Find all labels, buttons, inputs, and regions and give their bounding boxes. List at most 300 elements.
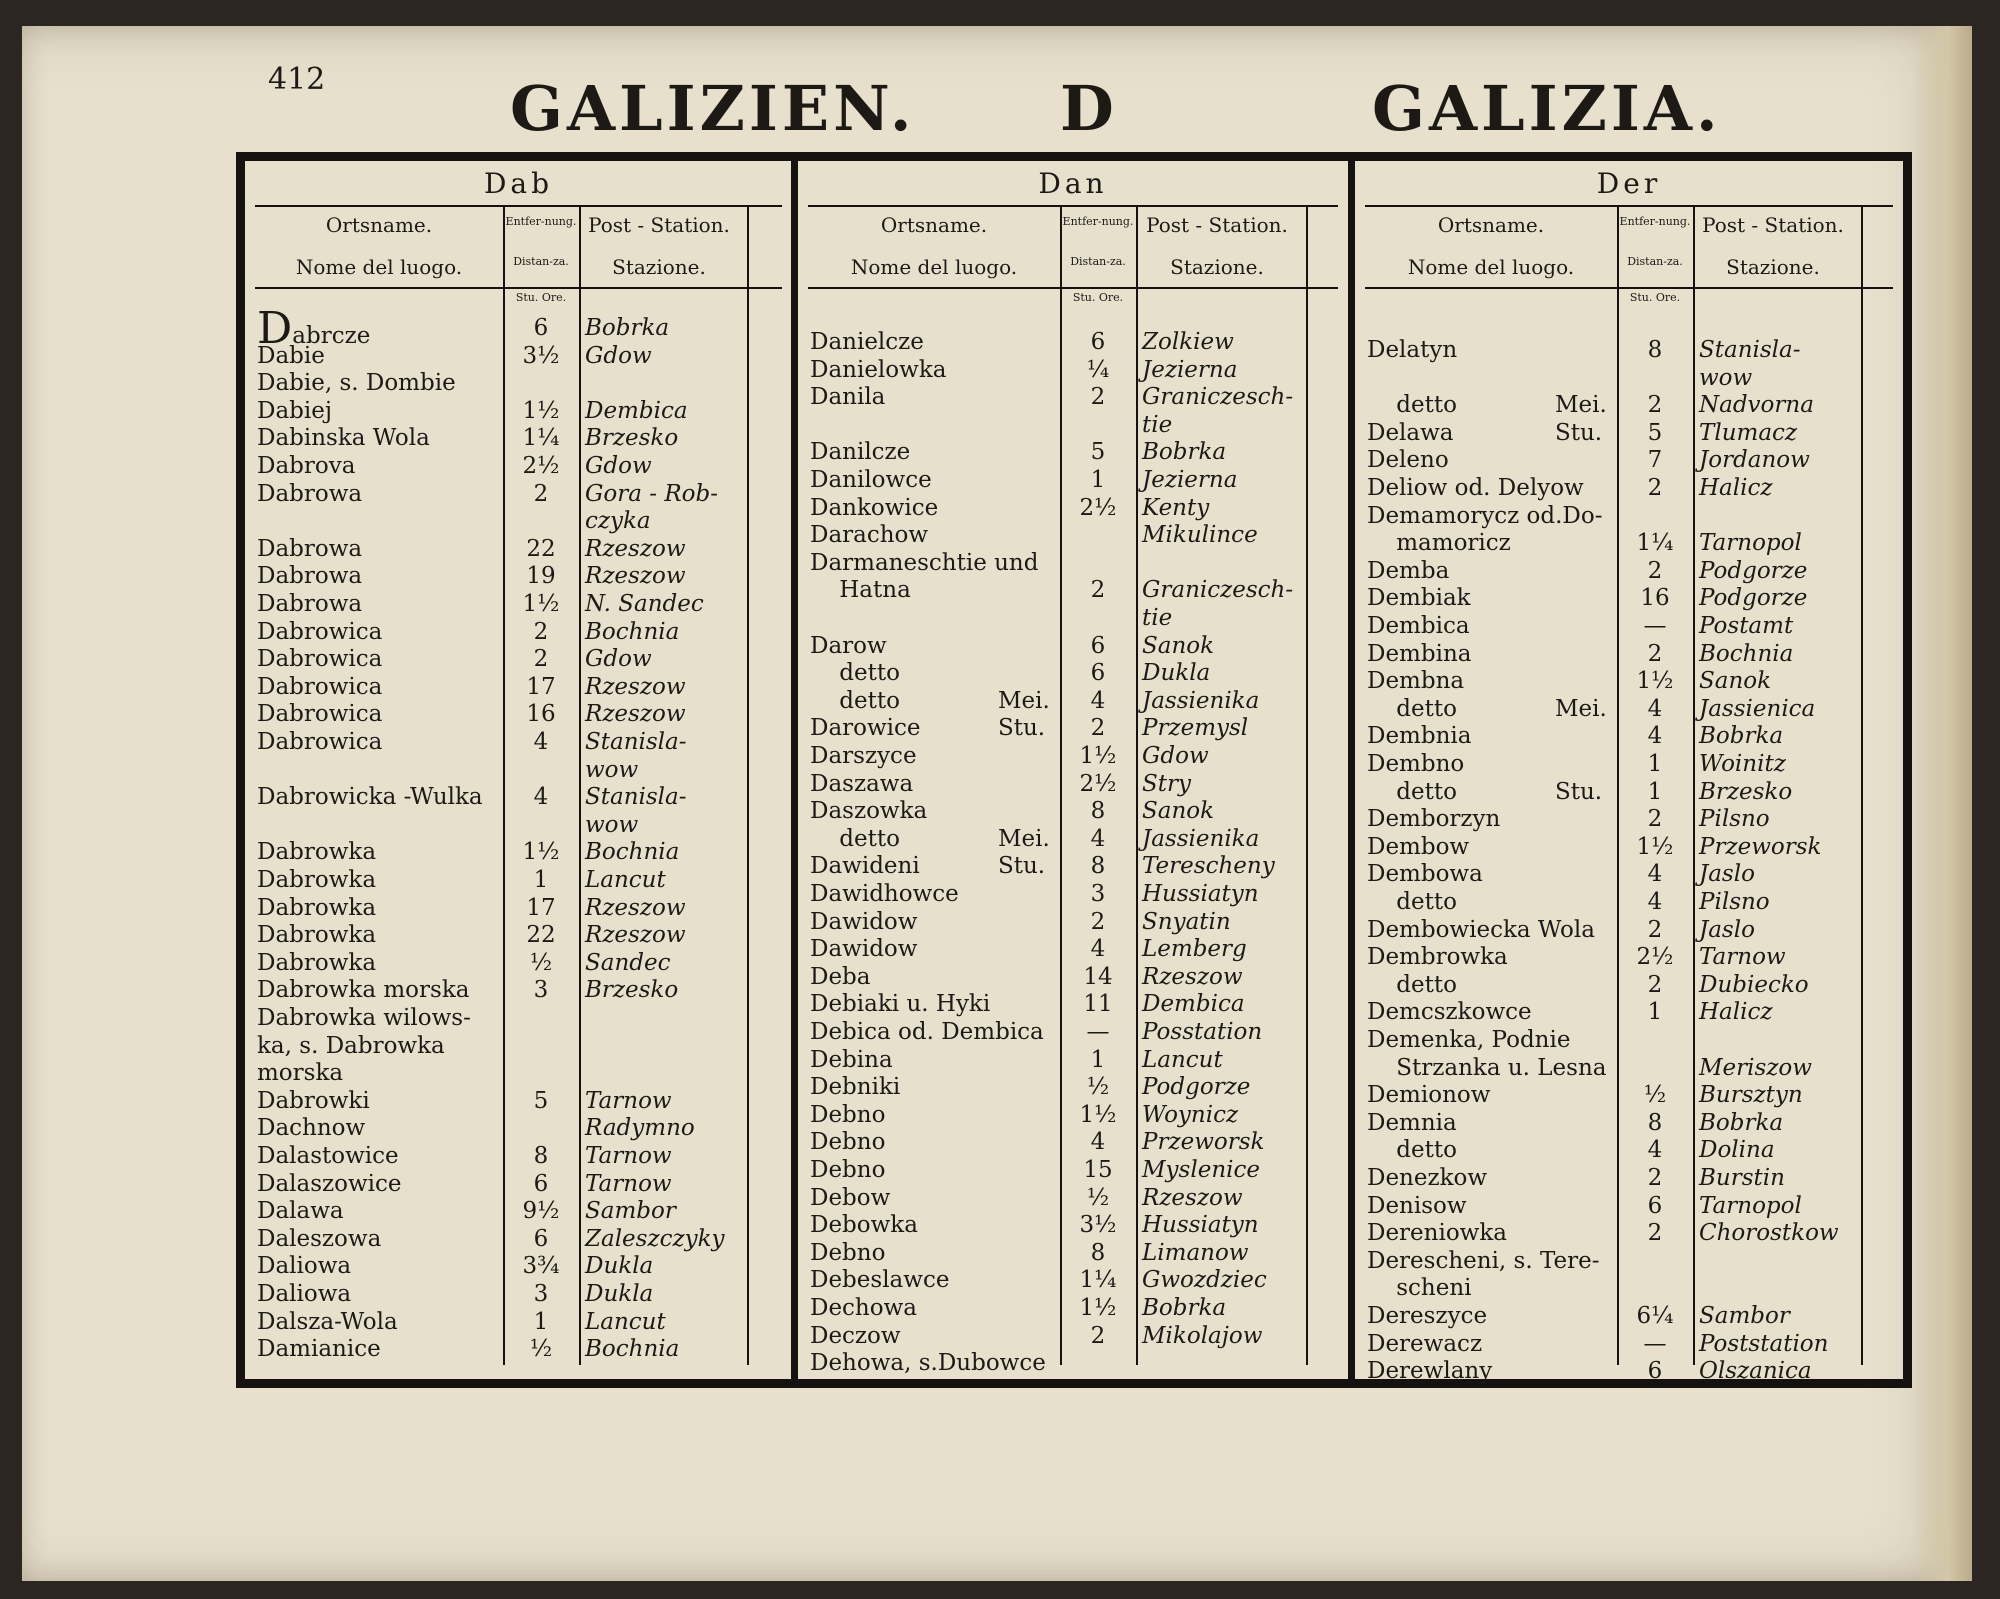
distance: 6 <box>1090 660 1106 687</box>
table-row <box>1355 585 1903 612</box>
post-station: Radymno <box>585 1115 695 1142</box>
table-row <box>245 536 792 563</box>
distance: 3 <box>533 1281 549 1307</box>
post-station: Przeworsk <box>1142 1129 1265 1156</box>
table-row <box>798 715 1348 742</box>
table-row <box>798 826 1348 853</box>
place-name: detto <box>1367 971 1457 998</box>
distance: 2 <box>1647 392 1663 419</box>
place-name: detto <box>1367 778 1457 805</box>
post-station: Rzeszow <box>1142 1184 1243 1211</box>
post-station: Gora - Rob- <box>585 480 718 507</box>
place-name: Darowice <box>810 715 921 742</box>
table-row <box>1355 1110 1903 1137</box>
table-row <box>245 303 792 354</box>
header-distanza: Distan-za. <box>1627 255 1683 268</box>
distance: — <box>1643 1330 1667 1357</box>
place-name: Deliow od. Delyow <box>1367 475 1584 501</box>
post-station: Jezierna <box>1142 467 1238 493</box>
place-name: Dalastowice <box>257 1143 399 1169</box>
place-name: Dabrowa <box>257 563 363 590</box>
post-station: Rzeszow <box>585 922 686 949</box>
table-row <box>245 729 792 756</box>
table-row <box>245 895 792 922</box>
distance: 4 <box>1647 723 1663 750</box>
table-row <box>798 1350 1348 1377</box>
table-row <box>245 977 792 1004</box>
table-row <box>1355 503 1903 530</box>
table-row <box>798 384 1348 411</box>
section-heading: Der <box>1596 167 1662 200</box>
place-name: Dereszyce <box>1367 1303 1488 1329</box>
table-row <box>798 412 1348 439</box>
place-name: Dabrowka <box>257 922 377 949</box>
distance: 15 <box>1083 1157 1113 1183</box>
table-row <box>798 1074 1348 1101</box>
post-station: Brzesko <box>1699 778 1793 805</box>
post-station: Graniczesch- <box>1142 384 1294 411</box>
table-row <box>798 1295 1348 1322</box>
place-name: Derewlany <box>1367 1358 1493 1385</box>
table-row <box>245 591 792 618</box>
distance: 11 <box>1083 991 1113 1018</box>
table-row <box>245 1060 792 1087</box>
table-row <box>1355 1331 1903 1358</box>
place-name: Dalsza-Wola <box>257 1308 398 1335</box>
post-station: Bochnia <box>1699 640 1794 667</box>
distance: 8 <box>1647 337 1663 363</box>
distance: 6 <box>533 1170 549 1197</box>
distance: 1½ <box>1079 743 1117 769</box>
table-row <box>245 1088 792 1115</box>
section-dab <box>245 161 792 1379</box>
table-row <box>798 991 1348 1018</box>
distance: ¼ <box>1086 356 1110 383</box>
place-name: Dabrowka <box>257 949 377 976</box>
heading-rule <box>255 205 782 207</box>
table-row <box>1355 558 1903 585</box>
post-station: Burstin <box>1699 1165 1785 1191</box>
place-name: Dabrowa <box>257 591 363 617</box>
place-name: Delatyn <box>1367 337 1458 363</box>
place-name: Dawidhowce <box>810 881 959 907</box>
place-name: detto <box>1367 392 1457 419</box>
table-row <box>245 1226 792 1253</box>
post-station: Gwozdziec <box>1142 1267 1267 1294</box>
table-row <box>798 1047 1348 1074</box>
distance: 4 <box>1090 687 1106 714</box>
post-station: Gdow <box>585 646 652 673</box>
table-row <box>1355 917 1903 944</box>
section-divider <box>791 161 798 1379</box>
post-station: Stanisla- <box>585 729 687 755</box>
header-rule <box>1365 287 1893 289</box>
post-station: wow <box>585 756 639 783</box>
table-row <box>798 577 1348 604</box>
post-station: Rzeszow <box>585 535 686 562</box>
table-row <box>245 563 792 590</box>
table-row <box>798 964 1348 991</box>
post-station: Woynicz <box>1142 1101 1239 1128</box>
post-station: Myslenice <box>1142 1157 1260 1183</box>
place-name: Strzanka u. Lesna <box>1367 1054 1607 1081</box>
table-row <box>245 370 792 397</box>
post-station: Dukla <box>585 1253 654 1280</box>
post-station: Halicz <box>1699 999 1773 1026</box>
distance: 1½ <box>522 591 560 617</box>
distance: 8 <box>1090 798 1106 825</box>
distance: 1½ <box>1636 833 1674 860</box>
distance: 17 <box>526 673 556 700</box>
post-station: Jaslo <box>1699 916 1755 943</box>
post-station: Bochnia <box>585 839 680 866</box>
place-name: Demenka, Podnie <box>1367 1027 1571 1053</box>
post-station: Gdow <box>1142 743 1209 769</box>
header-rule <box>255 287 782 289</box>
post-station: Woinitz <box>1699 751 1786 777</box>
distance: 6 <box>1647 1192 1663 1219</box>
qualifier: Mei. <box>1555 392 1607 419</box>
post-station: czyka <box>585 508 651 535</box>
header-stazione: Stazione. <box>1170 255 1264 279</box>
distance: 3½ <box>522 342 560 369</box>
table-row <box>798 522 1348 549</box>
distance: 2 <box>1090 1322 1106 1349</box>
table-row <box>245 453 792 480</box>
place-name: Darow <box>810 632 887 659</box>
gazetteer-table <box>236 152 1912 1388</box>
table-row <box>798 550 1348 577</box>
post-station: Snyatin <box>1142 908 1231 935</box>
place-name: Dabrcze <box>257 303 371 354</box>
distance: 9½ <box>522 1198 560 1225</box>
place-name: Debniki <box>810 1074 901 1101</box>
table-row <box>1355 861 1903 888</box>
table-row <box>245 343 792 370</box>
distance: 2 <box>1090 577 1106 604</box>
place-name: Denezkow <box>1367 1165 1488 1191</box>
place-name: Dabrowica <box>257 729 383 755</box>
post-station: Podgorze <box>1699 557 1808 584</box>
post-station: Sanok <box>1142 632 1215 659</box>
distance: 2 <box>1647 916 1663 943</box>
table-row <box>798 329 1348 356</box>
distance: 4 <box>1090 1129 1106 1156</box>
post-station: Mikolajow <box>1142 1322 1263 1349</box>
table-row <box>1355 1082 1903 1109</box>
distance: 2 <box>1647 1220 1663 1247</box>
place-name: Dembrowka <box>1367 944 1508 971</box>
post-station: Podgorze <box>1699 585 1808 612</box>
post-station: Bobrka <box>1699 723 1784 750</box>
post-station: tie <box>1142 411 1173 438</box>
place-name: Dembno <box>1367 751 1465 777</box>
table-row <box>1355 1220 1903 1247</box>
distance: 4 <box>1647 1137 1663 1164</box>
header-rule <box>808 287 1338 289</box>
title-german: GALIZIEN. <box>510 72 916 145</box>
distance: 4 <box>1647 889 1663 915</box>
place-name: Dechowa <box>810 1295 917 1321</box>
distance: 2 <box>1090 384 1106 411</box>
distance: 7 <box>1647 447 1663 474</box>
table-row <box>1355 944 1903 971</box>
distance: 14 <box>1083 963 1113 990</box>
table-row <box>798 633 1348 660</box>
place-name: Dabrova <box>257 453 356 479</box>
post-station: Stry <box>1142 770 1191 797</box>
table-row <box>1355 668 1903 695</box>
table-row <box>245 1143 792 1170</box>
qualifier: Stu. <box>998 715 1046 742</box>
post-station: Bobrka <box>1142 1295 1227 1321</box>
post-station: Tarnow <box>585 1087 672 1114</box>
post-station: Sambor <box>585 1198 676 1225</box>
post-station: Jassienika <box>1142 687 1260 714</box>
section-divider <box>1348 161 1355 1379</box>
distance: 3½ <box>1079 1212 1117 1239</box>
post-station: Kenty <box>1142 494 1210 521</box>
place-name: Debina <box>810 1046 893 1073</box>
post-station: Dubiecko <box>1699 971 1809 998</box>
place-name: Debiaki u. Hyki <box>810 991 991 1018</box>
post-station: Pilsno <box>1699 806 1770 833</box>
place-name: Derewacz <box>1367 1330 1483 1357</box>
post-station: Lemberg <box>1142 936 1247 963</box>
post-station: Tarnow <box>585 1143 672 1169</box>
place-name: Dabrowa <box>257 480 363 507</box>
distance: 1½ <box>522 839 560 866</box>
table-row <box>245 867 792 894</box>
table-row <box>1355 420 1903 447</box>
distance: 3¾ <box>522 1253 560 1280</box>
table-row <box>245 674 792 701</box>
place-name: Dabrowka <box>257 839 377 866</box>
table-row <box>798 909 1348 936</box>
table-row <box>245 812 792 839</box>
place-name: Danielowka <box>810 356 947 383</box>
table-row <box>798 881 1348 908</box>
table-row <box>245 1309 792 1336</box>
distance: 16 <box>1640 585 1670 612</box>
post-station: Limanow <box>1142 1239 1249 1266</box>
post-station: Sambor <box>1699 1303 1790 1329</box>
header-stu-ore: Stu. Ore. <box>1072 291 1124 304</box>
post-station: Dukla <box>1142 660 1211 687</box>
distance: 1 <box>533 867 549 893</box>
place-name: detto <box>810 825 900 852</box>
post-station: Jezierna <box>1142 356 1238 383</box>
post-station: Jassienica <box>1699 695 1816 722</box>
place-name: Daszowka <box>810 798 928 825</box>
place-name: Dabrowki <box>257 1087 370 1114</box>
distance: 2½ <box>1079 770 1117 797</box>
place-name: Debno <box>810 1157 886 1183</box>
place-name: Delawa <box>1367 419 1454 446</box>
header-ortsname: Ortsname. <box>1437 213 1545 237</box>
distance: 1½ <box>1636 668 1674 695</box>
place-name: Hatna <box>810 577 911 604</box>
distance: 6¼ <box>1636 1303 1674 1329</box>
post-station: Sanok <box>1699 668 1772 695</box>
table-row <box>1355 1027 1903 1054</box>
distance: 3 <box>1090 881 1106 907</box>
post-station: Gdow <box>585 453 652 479</box>
place-name: Deczow <box>810 1322 901 1349</box>
distance: 2 <box>1647 1165 1663 1191</box>
table-row <box>798 1212 1348 1239</box>
place-name: Dabrowka wilows- <box>257 1005 471 1031</box>
table-row <box>245 1336 792 1363</box>
post-station: Zolkiew <box>1142 329 1234 355</box>
post-station: Sanok <box>1142 798 1215 825</box>
distance: 6 <box>1090 329 1106 355</box>
header-nome: Nome del luogo. <box>295 255 463 279</box>
post-station: Lancut <box>1142 1046 1223 1073</box>
post-station: Rzeszow <box>585 894 686 921</box>
place-name: Dabrowka <box>257 867 377 893</box>
page-edge-shadow <box>1912 26 1972 1581</box>
table-row <box>798 605 1348 632</box>
place-name: Darmaneschtie und <box>810 549 1039 576</box>
place-name: Dabiej <box>257 397 332 424</box>
table-row <box>245 1115 792 1142</box>
place-name: Dembina <box>1367 640 1472 667</box>
distance: 1½ <box>522 397 560 424</box>
post-station: Dukla <box>585 1281 654 1307</box>
distance: 5 <box>533 1087 549 1114</box>
distance: ½ <box>1643 1082 1667 1109</box>
title-italian: GALIZIA. <box>1372 72 1722 145</box>
place-name: Demionow <box>1367 1082 1491 1109</box>
table-row <box>798 660 1348 687</box>
post-station: Dembica <box>1142 991 1245 1018</box>
post-station: Meriszow <box>1699 1054 1812 1081</box>
header-stazione: Stazione. <box>1726 255 1820 279</box>
distance: 1½ <box>1079 1101 1117 1128</box>
table-row <box>245 950 792 977</box>
place-name: Debica od. Dembica <box>810 1019 1044 1045</box>
table-row <box>1355 751 1903 778</box>
post-station: Rzeszow <box>585 701 686 728</box>
qualifier: Mei. <box>998 825 1050 852</box>
heading-rule <box>1365 205 1893 207</box>
section-heading: Dan <box>1038 167 1108 200</box>
place-name: Debno <box>810 1129 886 1156</box>
place-name: Dabrowica <box>257 618 383 645</box>
post-station: Brzesko <box>585 425 679 452</box>
distance: 3 <box>533 977 549 1004</box>
post-station: Tarnow <box>1699 944 1786 971</box>
distance: 2 <box>1090 908 1106 935</box>
distance: 2 <box>1647 971 1663 998</box>
table-row <box>1355 1193 1903 1220</box>
title-letter: D <box>1060 72 1118 145</box>
post-station: Dolina <box>1699 1137 1775 1164</box>
table-row <box>245 1033 792 1060</box>
post-station: Hussiatyn <box>1142 881 1259 907</box>
distance: 2 <box>1647 640 1663 667</box>
distance: 2 <box>1090 715 1106 742</box>
place-name: Dabrowa <box>257 535 363 562</box>
distance: 4 <box>1090 936 1106 963</box>
distance: 5 <box>1647 419 1663 446</box>
place-name: Dabie, s. Dombie <box>257 370 456 397</box>
post-station: Bochnia <box>585 1336 680 1363</box>
table-row <box>245 1281 792 1308</box>
table-row <box>1355 530 1903 557</box>
place-name: Daleszowa <box>257 1225 382 1252</box>
place-name: Dabrowica <box>257 673 383 700</box>
distance: 5 <box>1090 439 1106 466</box>
table-row <box>1355 779 1903 806</box>
table-row <box>1355 1165 1903 1192</box>
place-name: Dembica <box>1367 613 1470 639</box>
post-station: Tarnow <box>585 1170 672 1197</box>
post-station: Pilsno <box>1699 889 1770 915</box>
post-station: tie <box>1142 605 1173 631</box>
post-station: Przeworsk <box>1699 833 1822 860</box>
post-station: Gdow <box>585 342 652 369</box>
table-row <box>245 839 792 866</box>
distance: 1½ <box>1079 1295 1117 1321</box>
place-name: Dabie <box>257 342 325 369</box>
table-row <box>798 357 1348 384</box>
distance: ½ <box>1086 1074 1110 1101</box>
distance: 1 <box>1090 467 1106 493</box>
post-station: Przemysl <box>1142 715 1249 742</box>
place-name: Danila <box>810 384 886 411</box>
table-row <box>245 481 792 508</box>
table-row <box>798 1267 1348 1294</box>
table-row <box>1355 392 1903 419</box>
table-row <box>798 1323 1348 1350</box>
post-station: wow <box>1699 364 1753 391</box>
qualifier: Mei. <box>998 687 1050 714</box>
distance: 16 <box>526 701 556 728</box>
table-row <box>245 425 792 452</box>
distance: 8 <box>1090 1239 1106 1266</box>
post-station: Sandec <box>585 949 671 976</box>
post-station: Poststation <box>1699 1330 1829 1357</box>
header-distanza: Distan-za. <box>1070 255 1126 268</box>
table-row <box>798 743 1348 770</box>
place-name: Demcszkowce <box>1367 999 1532 1026</box>
post-station: Zaleszczyky <box>585 1225 725 1252</box>
post-station: Terescheny <box>1142 853 1275 880</box>
place-name: Demborzyn <box>1367 806 1501 833</box>
distance: 2 <box>1647 557 1663 584</box>
table-row <box>1355 972 1903 999</box>
place-name: Debeslawce <box>810 1267 950 1294</box>
place-name: Danilcze <box>810 439 911 466</box>
place-name: Darachow <box>810 522 929 549</box>
place-name: detto <box>1367 1137 1457 1164</box>
header-entfernung: Entfer-nung. <box>1062 215 1134 228</box>
distance: 2 <box>533 646 549 673</box>
distance: 1 <box>1647 999 1663 1026</box>
distance: 2 <box>533 618 549 645</box>
post-station: wow <box>585 811 639 838</box>
place-name: Dankowice <box>810 494 939 521</box>
table-row <box>798 798 1348 825</box>
table-row <box>245 1005 792 1032</box>
table-row <box>1355 1248 1903 1275</box>
distance: 4 <box>1647 695 1663 722</box>
table-row <box>798 1129 1348 1156</box>
header-post-station: Post - Station. <box>1146 213 1288 237</box>
place-name: Dabrowicka -Wulka <box>257 784 483 811</box>
